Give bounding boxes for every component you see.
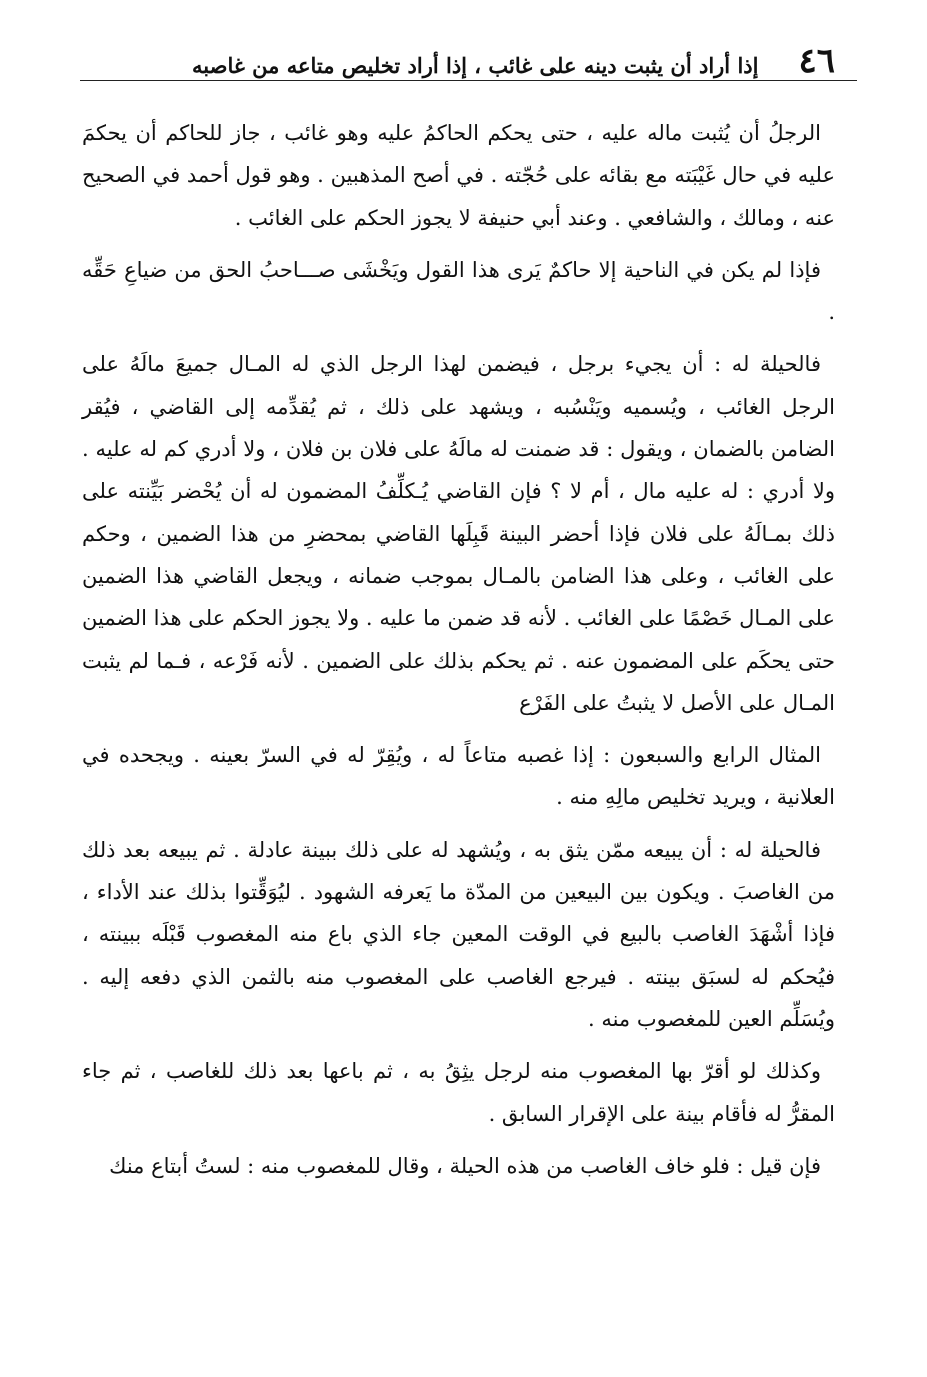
header-divider — [80, 80, 857, 81]
paragraph-4: المثال الرابع والسبعون : إذا غصبه متاعاً له ، ويُقِرّ له في السرّ بعينه . ويجحده في العلانية ، ويريد تخليص مالِهِ منه . — [82, 743, 835, 810]
paragraph-5: فالحيلة له : أن يبيعه ممّن يثق به ، ويُشهد له على ذلك ببينة عادلة . ثم يبيعه بعد ذلك من الغاصبَ . ويكون بين البيعين من المدّة ما يَعرفه الشهود . ليُوَقِّتوا بذلك عند الأداء ، فإذا أشْهَدَ الغاصب بالبيع في الوقت المعين جاء الذي باع منه المغصوب قَبْلَه ببينته ، فيُحكم له لسبَق بينته . فيرجع الغاصب على المغصوب منه بالثمن الذي دفعه إليه . ويُسَلِّم العين للمغصوب منه . — [82, 837, 835, 1031]
paragraph-1: الرجلُ أن يُثبت ماله عليه ، حتى يحكم الحاكمُ عليه وهو غائب ، جاز للحاكم أن يحكمَ عليه في حال غَيْبَته مع بقائه على حُجّته . في أصح المذهبين . وهو قول أحمد في الصحيح عنه ، ومالك ، والشافعي . وعند أبي حنيفة لا يجوز الحكم على الغائب . — [82, 121, 835, 230]
paragraph-3: فالحيلة له : أن يجيء برجل ، فيضمن لهذا الرجل الذي له المـال جميعَ مالَهُ على الرجل الغائب ، ويُسميه ويَنْسُبه ، ويشهد على ذلك ، ثم يُقدِّمه إلى القاضي ، فيُقر الضامن بالضمان ، ويقول : قد ضمنت له مالَهُ على فلان بن فلان ، ولا أدري كم له عليه . ولا أدري : له عليه مال ، أم لا ؟ فإن القاضي يُـكلِّفُ المضمون له أن يُحْضر بَيِّنته على ذلك بمـالَهُ على فلان فإذا أحضر البينة قَبِلَها القاضي بمحضرِ من هذا الضمين ، وحكم على الغائب ، وعلى هذا الضامن بالمـال بموجب ضمانه ، ويجعل القاضي هذا الضمين على المـال خَصْمًا على الغائب . لأنه قد ضمن ما عليه . ولا يجوز الحكم على هذا الضمين حتى يحكَم على المضمون عنه . ثم يحكم بذلك على الضمين . لأنه فَرْعه ، فـما لم يثبت المـال على الأصل لا يثبتُ على الفَرْع — [82, 352, 835, 715]
page-number: ٤٦ — [798, 41, 835, 81]
paragraph-7: فإن قيل : فلو خاف الغاصب من هذه الحيلة ، وقال للمغصوب منه : لستُ أبتاع منك — [109, 1153, 821, 1178]
page-header — [170, 28, 835, 81]
paragraph-6: وكذلك لو أقرّ بها المغصوب منه لرجل يثِقُ به ، ثم باعها بعد ذلك للغاصب ، ثم جاء المقرُّ له فأقام بينة على الإقرار السابق . — [82, 1059, 835, 1126]
running-title: إذا أراد أن يثبت دينه على غائب ، إذا أراد تخليص متاعه من غاصبه — [192, 52, 759, 78]
paragraph-2: فإذا لم يكن في الناحية إلا حاكمٌ يَرى هذا القول ويَخْشَى صـــاحبُ الحق من ضياعِ حَقِّه . — [82, 257, 835, 325]
page-body — [82, 112, 835, 1197]
